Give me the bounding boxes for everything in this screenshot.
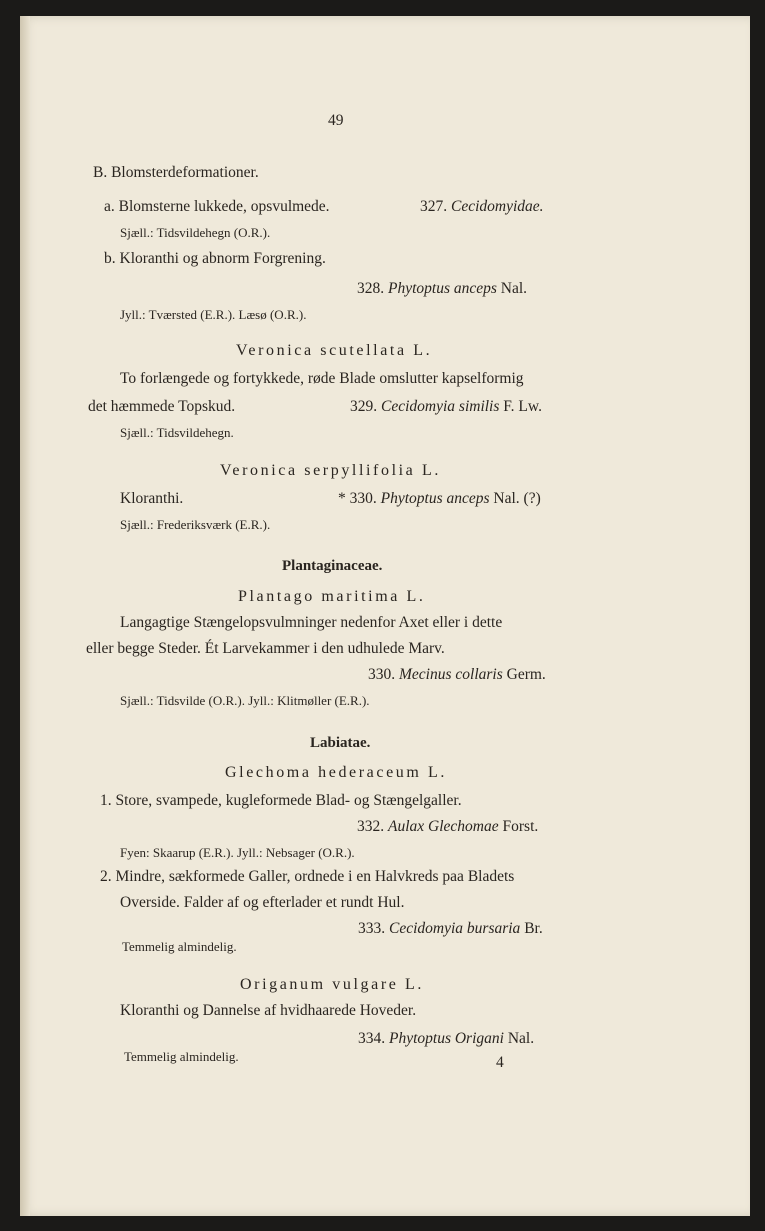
description-line: Langagtige Stængelopsvulmninger nedenfor Axet eller i dette (120, 614, 503, 631)
item-b-ref-author: Nal. (500, 280, 528, 297)
species-ref (338, 490, 541, 508)
species-ref (358, 1030, 534, 1048)
ref-author: F. Lw. (503, 398, 542, 415)
description-line: 2. Mindre, sækformede Galler, ordnede i en Halvkreds paa Bladets (100, 868, 515, 885)
species-title: Glechoma hederaceum L. (225, 764, 448, 781)
description-line: To forlængede og fortykkede, røde Blade omslutter kapselformig (120, 370, 524, 387)
ref-author: Nal. (507, 1030, 535, 1047)
item-b-text: b. Kloranthi og abnorm Forgrening. (104, 250, 326, 267)
species-title: Veronica serpyllifolia L. (220, 462, 441, 479)
locality: Fyen: Skaarup (E.R.). Jyll.: Nebsager (O.R.). (120, 845, 355, 860)
ref-author: Br. (524, 920, 543, 937)
family-heading: Plantaginaceae. (282, 558, 383, 574)
species-ref (350, 398, 542, 416)
page-spine (20, 16, 30, 1216)
ref-num: 329. (350, 398, 378, 415)
item-a-text: a. Blomsterne lukkede, opsvulmede. (104, 198, 330, 215)
item-a-locality: Sjæll.: Tidsvildehegn (O.R.). (120, 225, 271, 240)
locality: Sjæll.: Frederiksværk (E.R.). (120, 517, 271, 532)
ref-name: Aulax Glechomae (388, 818, 499, 835)
ref-name: Phytoptus anceps (380, 490, 490, 507)
locality: Sjæll.: Tidsvildehegn. (120, 425, 234, 440)
description-line: 1. Store, svampede, kugleformede Blad- og Stængelgaller. (100, 792, 462, 809)
species-title: Origanum vulgare L. (240, 976, 425, 993)
section-heading: B. Blomsterdeformationer. (93, 164, 259, 181)
species-title: Veronica scutellata L. (236, 342, 433, 359)
species-ref (368, 666, 546, 684)
family-heading: Labiatae. (310, 735, 371, 751)
description-line: eller begge Steder. Ét Larvekammer i den udhulede Marv. (86, 640, 445, 657)
ref-name: Cecidomyia bursaria (389, 920, 521, 937)
locality: Sjæll.: Tidsvilde (O.R.). Jyll.: Klitmøller (E.R.). (120, 693, 370, 708)
item-a-ref-name: Cecidomyidae. (451, 198, 544, 215)
signature-mark: 4 (496, 1054, 504, 1071)
ref-num: 334. (358, 1030, 386, 1047)
ref-author: Germ. (506, 666, 546, 683)
ref-name: Mecinus collaris (399, 666, 503, 683)
description-line: Kloranthi. (120, 490, 184, 507)
species-title: Plantago maritima L. (238, 588, 426, 605)
item-b-ref-num: 328. (357, 280, 385, 297)
item-a-ref-num: 327. (420, 198, 448, 215)
book-page (20, 16, 750, 1216)
item-b-ref-name: Phytoptus anceps (388, 280, 497, 297)
species-ref (358, 920, 543, 938)
locality: Temmelig almindelig. (122, 939, 237, 954)
locality: Temmelig almindelig. (124, 1049, 239, 1064)
species-ref (357, 818, 538, 836)
item-b-locality: Jyll.: Tværsted (E.R.). Læsø (O.R.). (120, 307, 307, 322)
item-b-ref (357, 280, 527, 298)
description-line: det hæmmede Topskud. (88, 398, 236, 415)
ref-num: 330. (368, 666, 396, 683)
description-line: Kloranthi og Dannelse af hvidhaarede Hoveder. (120, 1002, 417, 1019)
ref-num: 332. (357, 818, 385, 835)
page-number: 49 (328, 112, 344, 129)
ref-name: Phytoptus Origani (389, 1030, 504, 1047)
ref-num: * 330. (338, 490, 377, 507)
description-line: Overside. Falder af og efterlader et rundt Hul. (120, 894, 405, 911)
ref-name: Cecidomyia similis (381, 398, 500, 415)
ref-num: 333. (358, 920, 386, 937)
ref-author: Forst. (502, 818, 539, 835)
item-a-ref (420, 198, 544, 216)
ref-author: Nal. (?) (493, 490, 541, 507)
